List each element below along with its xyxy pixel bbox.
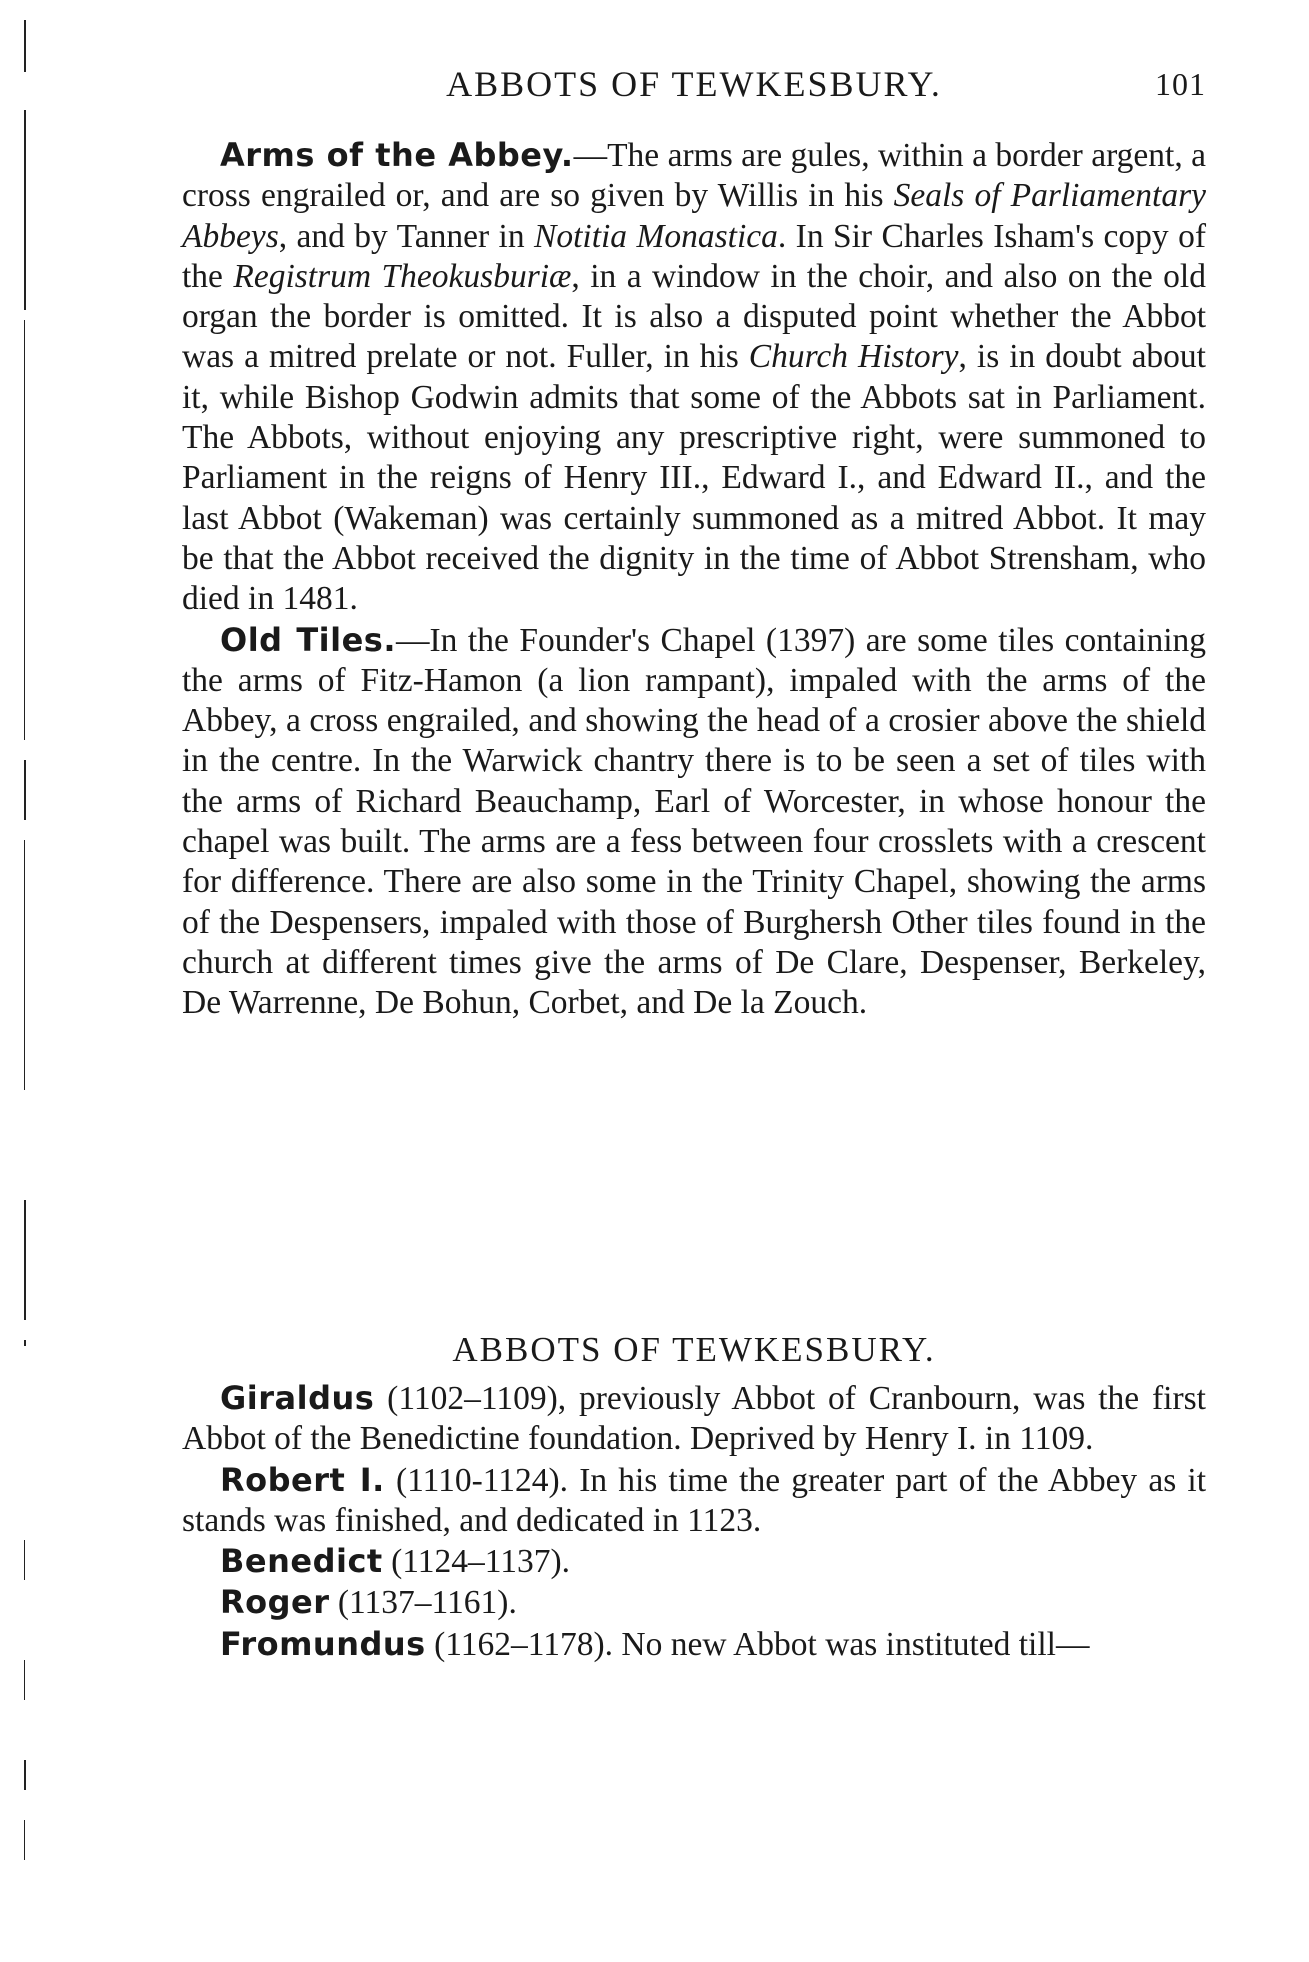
abbot-name: Robert I. bbox=[220, 1460, 385, 1499]
body-text-abbots bbox=[182, 1378, 1206, 1665]
arms-italic-3: Registrum Theokusburiæ bbox=[233, 257, 572, 295]
tiles-lead-heading: Old Tiles. bbox=[220, 620, 397, 659]
abbot-text: (1124–1137). bbox=[382, 1543, 571, 1581]
running-title: ABBOTS OF TEWKESBURY. bbox=[446, 64, 942, 104]
arms-text-2: , and by Tanner in bbox=[278, 217, 534, 255]
running-head bbox=[182, 58, 1206, 110]
abbot-text: (1137–1161). bbox=[329, 1584, 517, 1622]
arms-italic-2: Notitia Monastica bbox=[533, 217, 778, 255]
arms-text-4: , in a window in the choir, and also on the old organ the border is omitted. It is also a disputed point whether the Abbot was a mitred prelate or not. Fuller, in his bbox=[182, 257, 1206, 376]
page-number: 101 bbox=[1155, 66, 1206, 102]
abbot-entry bbox=[182, 1378, 1206, 1460]
body-text-upper bbox=[182, 135, 1206, 1024]
arms-italic-1: Seals of Parliamentary Abbeys bbox=[182, 177, 1206, 255]
abbot-text: (1110-1124). In his time the greater part of the Abbey as it stands was finished, and dedicated in 1123. bbox=[182, 1461, 1206, 1539]
abbot-entry bbox=[182, 1541, 1206, 1582]
arms-italic-4: Church History bbox=[748, 338, 959, 376]
abbot-name: Giraldus bbox=[220, 1379, 375, 1417]
abbot-name: Roger bbox=[220, 1583, 330, 1622]
arms-lead-heading: Arms of the Abbey. bbox=[220, 136, 574, 174]
abbot-entry bbox=[182, 1460, 1206, 1542]
abbot-text: (1102–1109), previously Abbot of Cranbourn, was the first Abbot of the Benedictine foundation. Deprived by Henry I. in 1109. bbox=[182, 1380, 1206, 1458]
arms-text-1: —The arms are gules, within a border argent, a cross engrailed or, and are so given by Willis in his bbox=[182, 137, 1207, 215]
abbot-name: Fromundus bbox=[220, 1624, 426, 1663]
abbot-entry bbox=[182, 1624, 1206, 1665]
section-heading-abbots: ABBOTS OF TEWKESBURY. bbox=[452, 1330, 936, 1369]
abbot-entry bbox=[182, 1582, 1206, 1623]
arms-text-3: . In Sir Charles Isham's copy of the bbox=[182, 217, 1206, 295]
scan-edge-marks bbox=[20, 20, 32, 1920]
tiles-text: —In the Founder's Chapel (1397) are some tiles containing the arms of Fitz-Hamon (a lion rampant), impaled with the arms of the Abbey, a cross engrailed, and showing the head of a crosier above the shield in the centre. In the Warwick chantry there is to be seen a set of tiles with the arms of Richard Beauchamp, Earl of Worcester, in whose honour the chapel was built. The arms are a fess between four crosslets with a crescent for difference. There are also some in the Trinity Chapel, showing the arms of the Despensers, impaled with those of Burghersh Other tiles found in the church at different times give the arms of De Clare, Despenser, Berkeley, De Warrenne, De Bohun, Corbet, and De la Zouch. bbox=[182, 621, 1207, 1022]
paragraph-arms-of-the-abbey bbox=[182, 135, 1206, 620]
paragraph-old-tiles bbox=[182, 620, 1206, 1024]
abbot-text: (1162–1178). No new Abbot was instituted till— bbox=[425, 1625, 1090, 1663]
abbot-name: Benedict bbox=[220, 1542, 383, 1581]
arms-text-5: , is in doubt about it, while Bishop Godwin admits that some of the Abbots sat in Parliament. The Abbots, without enjoying any prescriptive right, were summoned to Parliament in the reigns of Henry III., Edward I., and Edward II., and the last Abbot (Wakeman) was certainly summoned as a mitred Abbot. It may be that the Abbot received the dignity in the time of Abbot Strensham, who died in 1481. bbox=[182, 338, 1206, 618]
